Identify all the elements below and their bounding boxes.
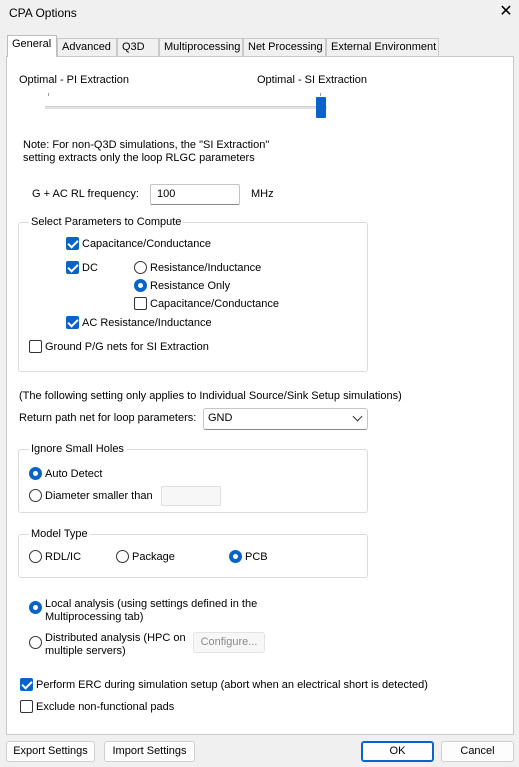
dc-checkbox[interactable] [66, 261, 79, 274]
return-path-value: GND [208, 412, 233, 424]
ground-pg-checkbox[interactable] [29, 340, 42, 353]
ignore-holes-title: Ignore Small Holes [31, 443, 124, 455]
dc-resistance-inductance-label: Resistance/Inductance [150, 262, 262, 274]
perform-erc-label: Perform ERC during simulation setup (abort when an electrical short is detected) [36, 679, 428, 691]
import-settings-button[interactable]: Import Settings [104, 741, 195, 762]
dc-resistance-inductance-radio[interactable] [134, 261, 147, 274]
capacitance-label: Capacitance/Conductance [82, 238, 212, 250]
capacitance-checkbox[interactable] [66, 237, 79, 250]
slider-left-label: Optimal - PI Extraction [19, 74, 130, 86]
exclude-pads-checkbox[interactable] [20, 700, 33, 713]
ac-resistance-checkbox[interactable] [66, 316, 79, 329]
tab-external-environment[interactable]: External Environment [326, 38, 439, 56]
local-analysis-line-1: Local analysis (using settings defined in the [45, 598, 258, 610]
cancel-button[interactable]: Cancel [441, 741, 514, 762]
distributed-analysis-line-2: multiple servers) [45, 645, 126, 657]
return-path-label: Return path net for loop parameters: [19, 412, 197, 424]
slider-tick-left [48, 93, 49, 96]
package-radio[interactable] [116, 550, 129, 563]
diameter-label: Diameter smaller than [45, 490, 153, 502]
perform-erc-checkbox[interactable] [20, 678, 33, 691]
configure-button[interactable]: Configure... [193, 632, 265, 653]
distributed-analysis-line-1: Distributed analysis (HPC on [45, 632, 186, 644]
dc-label: DC [82, 262, 98, 274]
pcb-label: PCB [245, 551, 268, 563]
package-label: Package [132, 551, 175, 563]
extraction-slider-thumb[interactable] [316, 97, 326, 118]
tab-multiprocessing[interactable]: Multiprocessing [159, 38, 243, 56]
source-sink-note: (The following setting only applies to Individual Source/Sink Setup simulations) [19, 390, 402, 402]
ground-pg-label: Ground P/G nets for SI Extraction [45, 341, 209, 353]
exclude-pads-label: Exclude non-functional pads [36, 701, 175, 713]
note-line-1: Note: For non-Q3D simulations, the "SI Extraction" [23, 139, 270, 151]
dc-resistance-only-label: Resistance Only [150, 280, 231, 292]
pcb-radio[interactable] [229, 550, 242, 563]
tab-q3d[interactable]: Q3D [117, 38, 159, 56]
frequency-label: G + AC RL frequency: [32, 188, 139, 200]
rdl-ic-label: RDL/IC [45, 551, 82, 563]
slider-right-label: Optimal - SI Extraction [257, 74, 368, 86]
frequency-unit: MHz [251, 188, 274, 200]
dc-capacitance-checkbox[interactable] [134, 297, 147, 310]
extraction-slider-track[interactable] [45, 106, 327, 109]
dc-resistance-only-radio[interactable] [134, 279, 147, 292]
frequency-input[interactable]: 100 [150, 184, 240, 205]
rdl-ic-radio[interactable] [29, 550, 42, 563]
tab-general[interactable]: General [7, 35, 57, 57]
close-icon[interactable]: ✕ [499, 3, 513, 20]
ok-button[interactable]: OK [361, 741, 434, 762]
tab-advanced[interactable]: Advanced [57, 38, 117, 56]
local-analysis-line-2: Multiprocessing tab) [45, 611, 144, 623]
distributed-analysis-radio[interactable] [29, 636, 42, 649]
tab-net-processing[interactable]: Net Processing [243, 38, 326, 56]
export-settings-button[interactable]: Export Settings [6, 741, 95, 762]
slider-tick-right [320, 93, 321, 96]
window-title: CPA Options [9, 6, 77, 20]
diameter-input[interactable] [161, 486, 221, 506]
local-analysis-radio[interactable] [29, 601, 42, 614]
auto-detect-label: Auto Detect [45, 468, 103, 480]
ac-resistance-label: AC Resistance/Inductance [82, 317, 212, 329]
dc-capacitance-label: Capacitance/Conductance [150, 298, 280, 310]
auto-detect-radio[interactable] [29, 467, 42, 480]
model-type-title: Model Type [31, 528, 88, 540]
select-params-title: Select Parameters to Compute [31, 216, 182, 228]
note-line-2: setting extracts only the loop RLGC parameters [23, 152, 255, 164]
diameter-radio[interactable] [29, 489, 42, 502]
return-path-select[interactable] [203, 408, 368, 430]
